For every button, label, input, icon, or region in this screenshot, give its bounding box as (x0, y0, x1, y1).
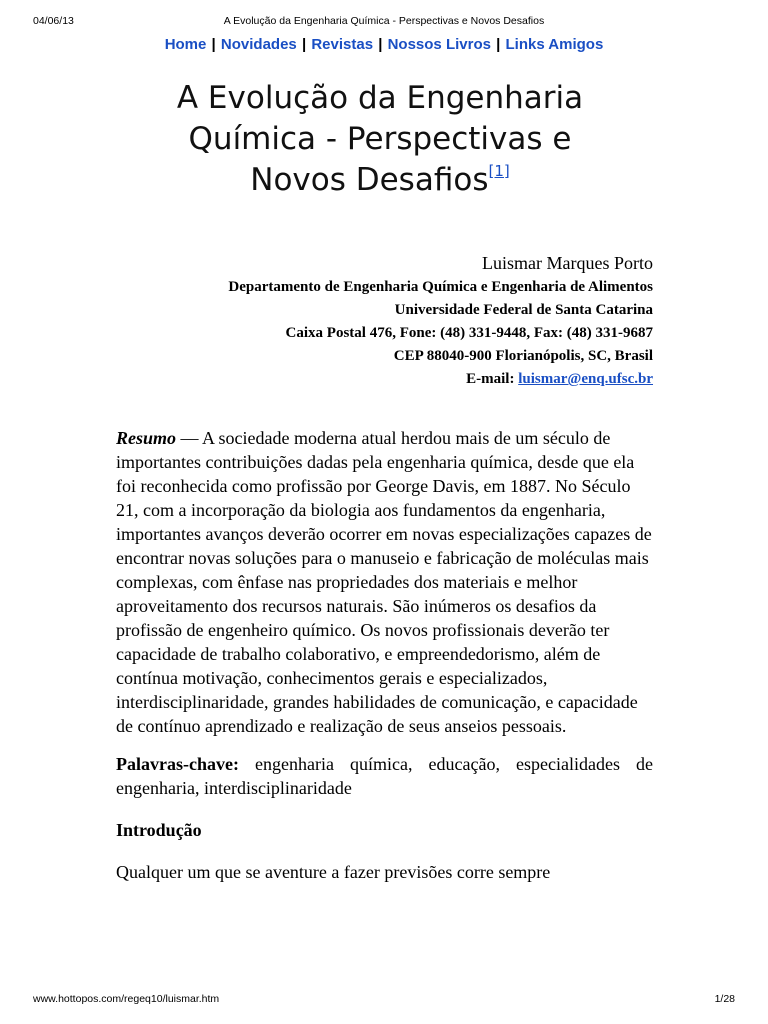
abstract-text: A sociedade moderna atual herdou mais de um século de importantes contribuições dadas pela engenharia química, desde que ela foi reconhecida como profissão por George Davis, em 1887. No Século 21, com a incorporação da biologia aos fundamentos da engenharia, importantes avanços deverão ocorrer em novas especializações capazes de encontrar novas soluções para o manuseio e fabricação de moléculas mais complexas, com ênfase nas propriedades dos materiais e melhor aproveitamento dos recursos naturais. São inúmeros os desafios da profissão de engenheiro químico. Os novos profissionais deverão ter capacidade de trabalho colaborativo, e empreendedorismo, além de contínua motivação, conhecimentos gerais e especializados, interdisciplinaridade, grandes habilidades de comunicação, e capacidade de contínuo aprendizado e realização de seus anseios pessoais. (116, 428, 652, 736)
footnote-marker (488, 162, 509, 180)
author-address: CEP 88040-900 Florianópolis, SC, Brasil (393, 348, 653, 364)
article-content (116, 426, 653, 884)
author-email-line (100, 368, 653, 391)
abstract (116, 426, 653, 738)
page-title-line-1: A Evolução da Engenharia (176, 80, 584, 116)
author-university: Universidade Federal de Santa Catarina (394, 302, 653, 318)
keywords-label: Palavras-chave: (116, 754, 239, 774)
nav-separator: | (496, 36, 501, 53)
author-block (100, 250, 653, 391)
print-date: 04/06/13 (33, 15, 74, 27)
section-heading-intro: Introdução (116, 820, 202, 840)
keywords (116, 752, 653, 800)
nav-link-links-amigos[interactable]: Links Amigos (505, 36, 604, 53)
nav-separator: | (301, 36, 307, 53)
intro-paragraph: Qualquer um que se aventure a fazer previsões corre sempre (116, 862, 551, 882)
top-navigation (0, 36, 768, 53)
print-document-title: A Evolução da Engenharia Química - Perspectivas e Novos Desafios (223, 15, 545, 27)
abstract-label: Resumo (116, 428, 177, 448)
nav-link-home[interactable]: Home (164, 36, 207, 53)
email-label: E-mail: (466, 371, 519, 387)
author-department: Departamento de Engenharia Química e Engenharia de Alimentos (228, 279, 653, 295)
print-header (0, 15, 768, 31)
email-link[interactable]: luismar@enq.ufsc.br (518, 371, 653, 387)
nav-link-revistas[interactable]: Revistas (311, 36, 374, 53)
page-title-line-3: Novos Desafios (250, 162, 489, 198)
nav-separator: | (211, 36, 216, 53)
nav-link-novidades[interactable]: Novidades (220, 36, 297, 53)
page-counter: 1/28 (714, 993, 735, 1005)
page-title-line-2: Química - Perspectivas e (188, 121, 572, 157)
page-title (110, 78, 650, 201)
keywords-text: engenharia química, educação, especialidades de engenharia, interdisciplinaridade (116, 754, 653, 798)
print-url: www.hottopos.com/regeq10/luismar.htm (33, 993, 220, 1005)
footnote-link[interactable]: [1] (488, 162, 510, 180)
nav-separator: | (378, 36, 383, 53)
nav-link-nossos-livros[interactable]: Nossos Livros (387, 36, 491, 53)
author-contact: Caixa Postal 476, Fone: (48) 331-9448, Fax: (48) 331-9687 (285, 325, 653, 341)
abstract-dash: — (176, 428, 203, 448)
author-name: Luismar Marques Porto (482, 253, 653, 273)
